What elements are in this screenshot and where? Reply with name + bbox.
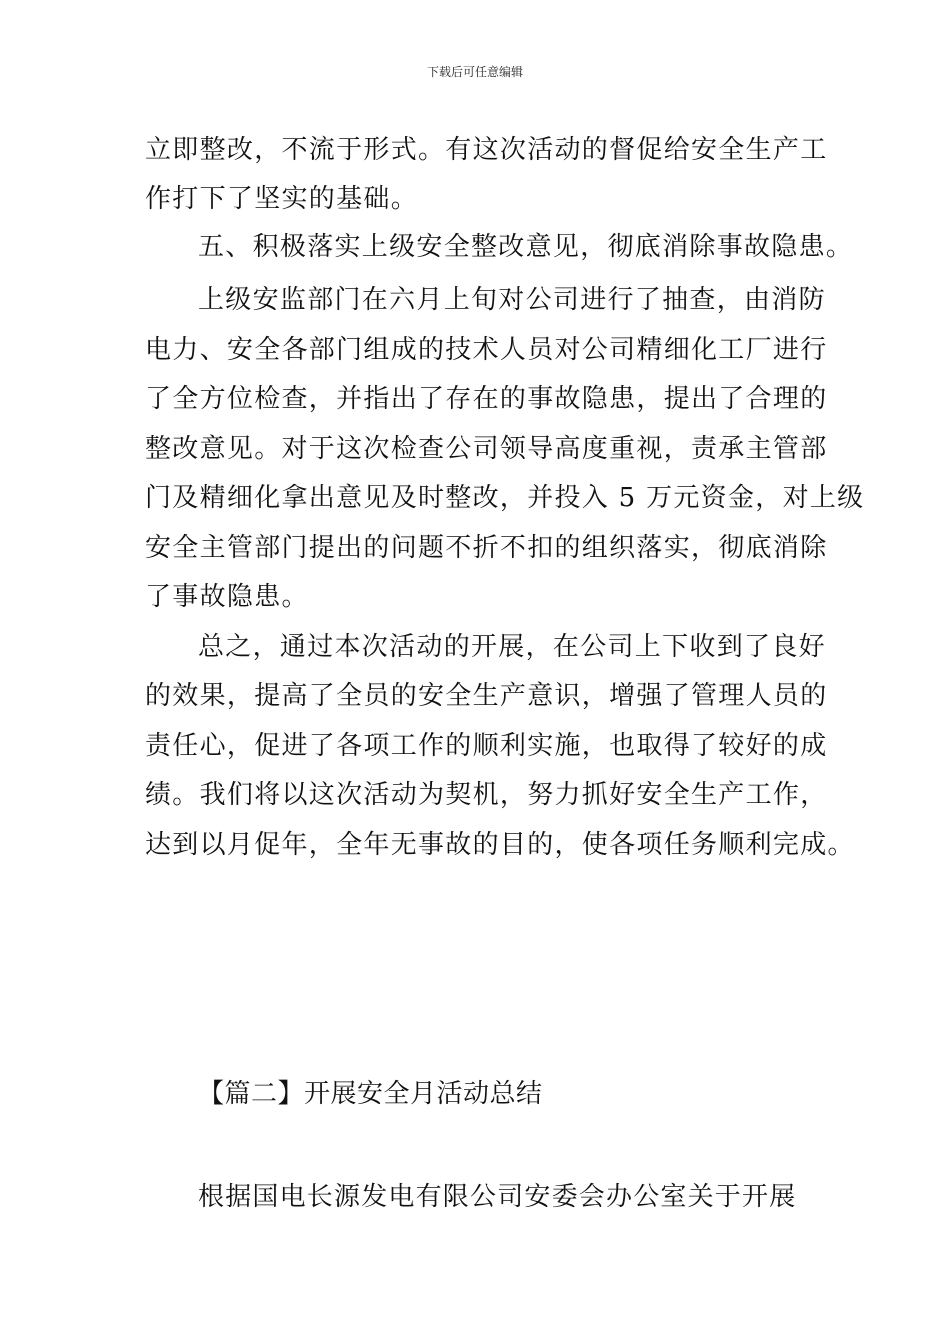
paragraph-line: 的效果，提高了全员的安全生产意识，增强了管理人员的 <box>145 681 828 711</box>
paragraph-line: 门及精细化拿出意见及时整改，并投入 5 万元资金，对上级 <box>145 483 865 513</box>
paragraph-line: 立即整改，不流于形式。有这次活动的督促给安全生产工 <box>145 135 828 165</box>
section-title: 【篇二】开展安全月活动总结 <box>198 1079 543 1109</box>
paragraph-line: 绩。我们将以这次活动为契机，努力抓好安全生产工作， <box>145 780 828 810</box>
paragraph-line: 上级安监部门在六月上旬对公司进行了抽查，由消防 <box>198 285 826 315</box>
paragraph-line: 责任心，促进了各项工作的顺利实施，也取得了较好的成 <box>145 731 828 761</box>
paragraph-line: 安全主管部门提出的问题不折不扣的组织落实，彻底消除 <box>145 533 828 563</box>
paragraph-line: 了全方位检查，并指出了存在的事故隐患，提出了合理的 <box>145 384 828 414</box>
paragraph-line: 作打下了坚实的基础。 <box>145 184 419 214</box>
paragraph-line: 达到以月促年，全年无事故的目的，使各项任务顺利完成。 <box>145 830 855 860</box>
section-heading-5: 五、积极落实上级安全整改意见，彻底消除事故隐患。 <box>198 232 854 262</box>
paragraph-line: 整改意见。对于这次检查公司领导高度重视，责承主管部 <box>145 434 828 464</box>
section-intro-line: 根据国电长源发电有限公司安委会办公室关于开展 <box>198 1182 797 1212</box>
paragraph-line: 了事故隐患。 <box>145 582 309 612</box>
page-header-note: 下载后可任意编辑 <box>426 65 523 79</box>
paragraph-line: 总之，通过本次活动的开展，在公司上下收到了良好 <box>198 632 826 662</box>
paragraph-line: 电力、安全各部门组成的技术人员对公司精细化工厂进行 <box>145 335 828 365</box>
